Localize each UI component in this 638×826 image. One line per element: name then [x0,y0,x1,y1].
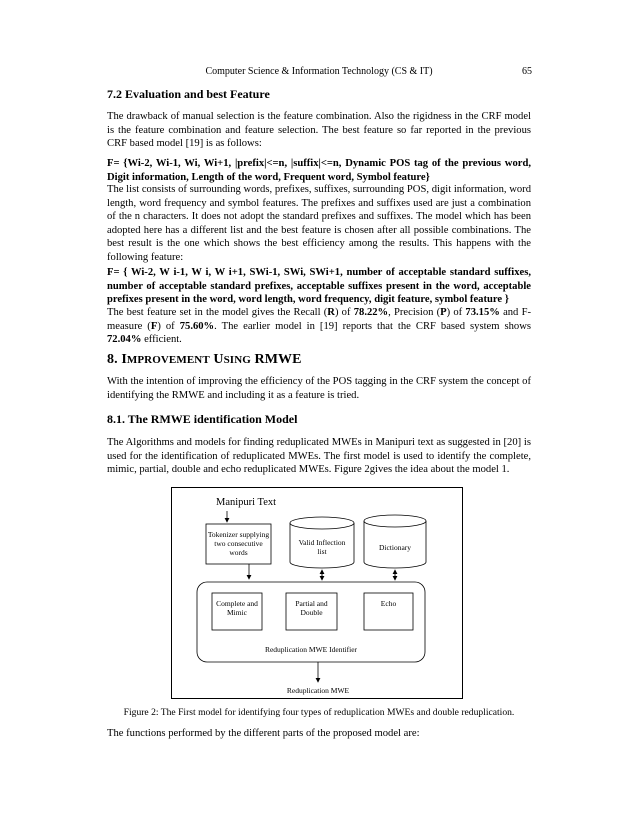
input-label: Manipuri Text [216,497,277,508]
paragraph: The Algorithms and models for finding reduplicated MWEs in Manipuri text as suggested in [20] is used for the identification of reduplicated MWEs. The first model is used to identify the complete, mimic, partial, double and echo reduplicated MWEs. Figure 2gives the idea about the model 1. [107,437,531,476]
valid-list-label: Valid Inflection list [298,538,346,556]
recall-value: 78.22% [353,307,389,318]
complete-label: Complete and Mimic [216,599,258,617]
closing-paragraph [107,727,531,741]
text: ) of [334,307,354,318]
journal-title: Computer Science & Information Technology (CS & IT) [205,66,433,77]
echo-label: Echo [380,599,397,608]
paragraph-results [107,306,531,347]
diagram-shapes [172,488,464,700]
text: ) of [446,307,466,318]
cylinder-top [364,515,426,527]
section-heading [107,352,531,368]
paragraph-list [107,183,531,265]
cylinder-top [290,517,354,529]
paragraph: The list consists of surrounding words, prefixes, suffixes, surrounding POS, digit information, word length, word frequency and symbol features. The prefixes and suffixes used are just a combination of the n characters. It does not adopt the standard prefixes and suffixes. The model which has been adopted here has a different list and the best feature is chosen after all possible combinations. The best result is the one which shows the best efficiency among the results. This happens with the following feature: [107,184,531,263]
feature-formula-2 [107,266,531,307]
text: and F-measure ( [107,307,531,332]
efficiency-value: 72.04% [107,334,142,346]
precision-value: 73.15% [465,307,500,318]
text: ) of [157,320,180,332]
paragraph-algorithms [107,436,531,477]
heading-word: U [213,352,224,367]
output-label: Reduplication MWE [286,686,350,695]
paragraph: The drawback of manual selection is the feature combination. Also the rigidness in the CRF model is the feature combination and feature selection. The best feature so far reported in the previous CRF based model [19] is as follows: [107,111,531,150]
identifier-label: Reduplication MWE Identifier [264,645,358,654]
paragraph-intention [107,375,531,402]
feature-formula-1 [107,157,531,184]
paragraph: With the intention of improving the efficiency of the POS tagging in the CRF system the concept of identifying the RMWE and including it as a feature is tried. [107,376,531,401]
tokenizer-label: Tokenizer supplying two consecutive words [207,530,270,557]
metric-symbol: F [150,320,158,332]
heading-word: SING [223,354,251,366]
text: . The earlier model in [19] reports that the CRF based system shows [214,320,531,332]
section-heading: 8.1. The RMWE identification Model [107,412,298,426]
formula: F= { Wi-2, W i-1, W i, W i+1, SWi-1, SWi, SWi+1, number of acceptable standard suffixes, number of acceptable standard prefixes, acceptable suffixes present in the word, acceptable prefixes present in the word, word length, word frequency, digit feature, symbol feature } [107,267,531,306]
fmeasure-value: 75.60% [179,320,215,332]
page-number: 65 [522,66,532,77]
section-8 [107,352,531,368]
section-7-2 [107,87,531,102]
paragraph: The functions performed by the different parts of the proposed model are: [107,728,420,739]
partial-label: Partial and Double [295,599,328,617]
section-8-1 [107,412,531,427]
paragraph-drawback [107,110,531,151]
metric-symbol: P [440,307,447,318]
figure-caption: Figure 2: The First model for identifying four types of reduplication MWEs and double reduplication. [123,707,515,718]
figure-2-diagram [171,487,463,699]
metric-symbol: R [327,307,335,318]
text: , Precision ( [388,307,441,318]
heading-word: MPROVEMENT [126,354,210,366]
paragraph [107,306,531,347]
section-heading: 7.2 Evaluation and best Feature [107,87,270,101]
dictionary-label: Dictionary [378,543,412,552]
formula: F= {Wi-2, Wi-1, Wi, Wi+1, |prefix|<=n, |suffix|<=n, Dynamic POS tag of the previous word, Digit information, Length of the word, Frequent word, Symbol feature} [107,158,531,183]
heading-word: I [121,352,127,367]
heading-word: RMWE [254,352,302,367]
text: efficient. [141,334,182,346]
section-number: 8. [107,352,118,367]
text: The best feature set in the model gives the Recall ( [107,307,328,318]
